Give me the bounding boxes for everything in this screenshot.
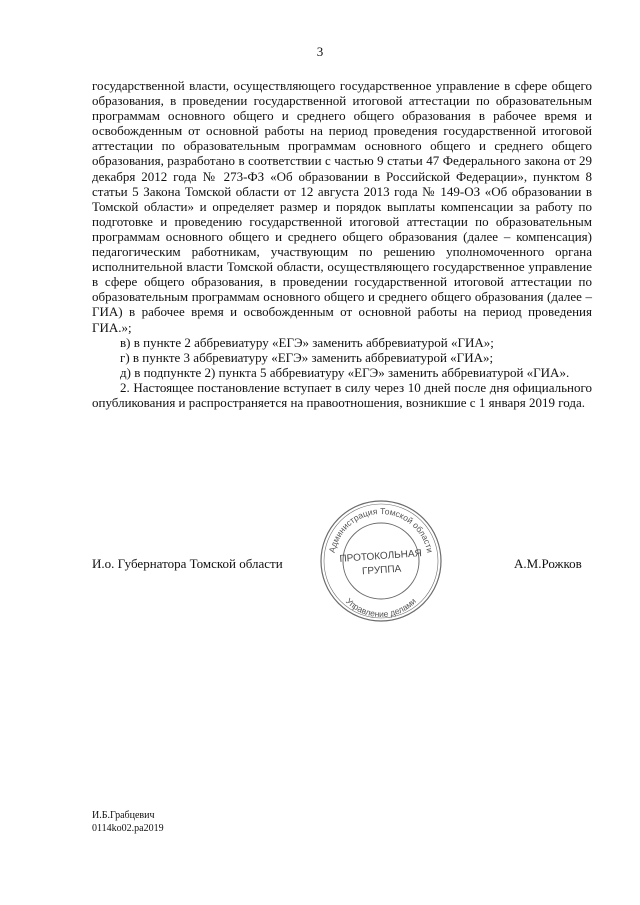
stamp-outer-text-top: Администрация Томской области bbox=[326, 505, 436, 554]
stamp-center-line-2: ГРУППА bbox=[361, 563, 402, 578]
footer-doc-code: 0114ko02.pa2019 bbox=[92, 823, 164, 834]
official-stamp bbox=[318, 498, 444, 624]
signatory-name: А.М.Рожков bbox=[514, 556, 582, 571]
stamp-outer-text-bottom: Управление делами bbox=[344, 595, 418, 620]
signatory-position: И.о. Губернатора Томской области bbox=[92, 556, 283, 571]
page-number: 3 bbox=[316, 44, 324, 59]
paragraph-clause-2: 2. Настоящее постановление вступает в силу через 10 дней после дня официального опубликования и распространяется на правоотношения, возникшие с 1 января 2019 года. bbox=[92, 379, 592, 410]
paragraph-item-v: в) в пункте 2 аббревиатуру «ЕГЭ» заменить аббревиатурой «ГИА»; bbox=[120, 334, 494, 350]
stamp-center-line-1: ПРОТОКОЛЬНАЯ bbox=[339, 548, 423, 565]
paragraph-item-g: г) в пункте 3 аббревиатуру «ЕГЭ» заменить аббревиатурой «ГИА»; bbox=[120, 349, 494, 365]
document-body bbox=[92, 78, 592, 410]
paragraph-continuation: государственной власти, осуществляющего государственное управление в сфере общего образования, в проведении государственной итоговой аттестации по образовательным программам основного общего и среднего общего образования в рабочее время и освобожденным от основной работы на период проведения государственной итоговой аттестации по образовательным программам основного общего и среднего общего образования, разработано в соответствии с частью 9 статьи 47 Федерального закона от 29 декабря 2012 года № 273-ФЗ «Об образовании в Российской Федерации», пунктом 8 статьи 5 Закона Томской области от 12 августа 2013 года № 149-ОЗ «Об образовании в Томской области» и определяет размер и порядок выплаты компенсации за работу по подготовке и проведению государственной итоговой аттестации по образовательным программам основного общего и среднего общего образования (далее – компенсация) педагогическим работникам, участвующим по решению уполномоченного органа исполнительной власти Томской области, осуществляющего государственное управление в сфере общего образования, в проведении государственной итоговой аттестации по образовательным программам основного общего и среднего общего образования (далее – ГИА) в рабочее время и освобожденным от основной работы на период проведения ГИА.»; bbox=[92, 78, 592, 335]
paragraph-item-d: д) в подпункте 2) пункта 5 аббревиатуру «ЕГЭ» заменить аббревиатурой «ГИА». bbox=[120, 364, 570, 380]
footer-author: И.Б.Грабцевич bbox=[92, 810, 155, 821]
